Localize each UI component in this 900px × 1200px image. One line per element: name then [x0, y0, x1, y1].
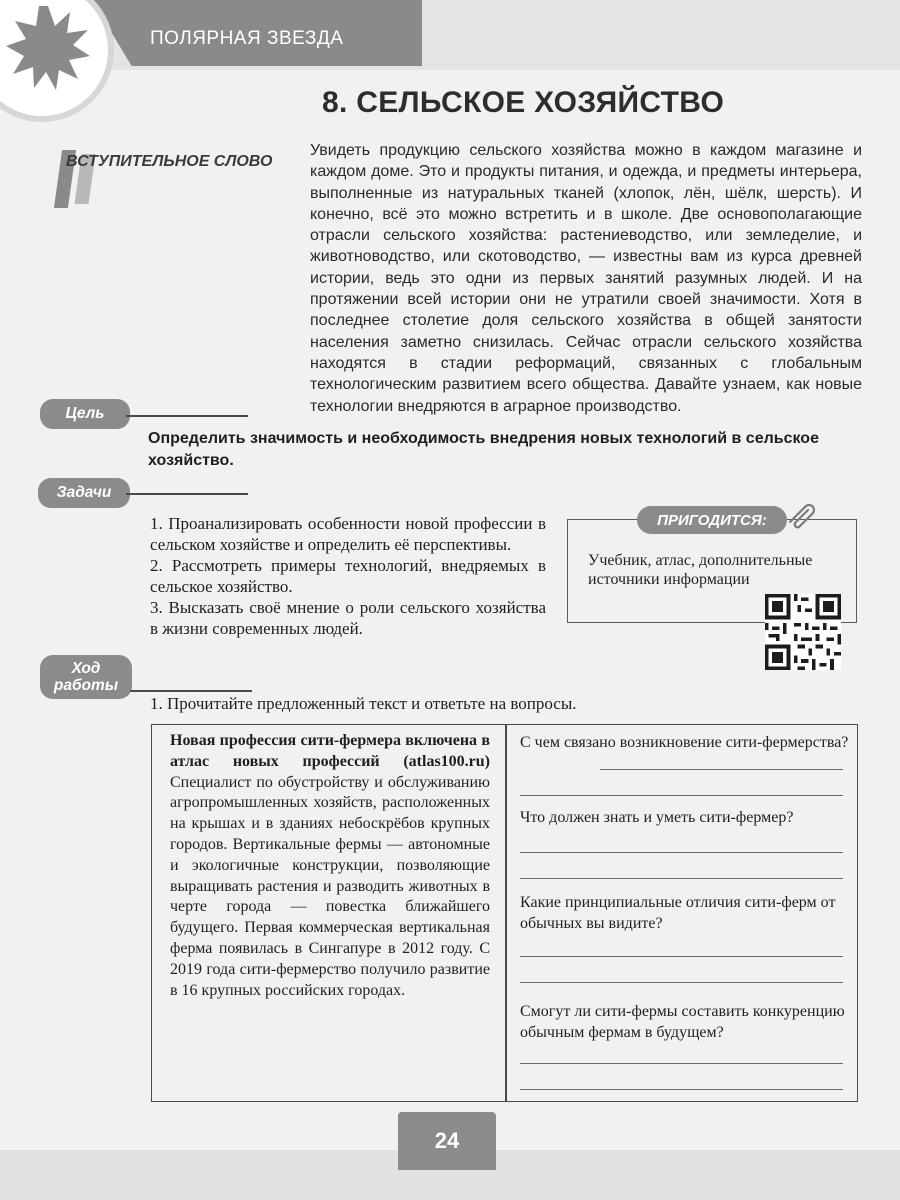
chapter-title: 8. СЕЛЬСКОЕ ХОЗЯЙСТВО [322, 86, 725, 119]
article-cell [170, 731, 490, 1001]
qr-code-icon [765, 594, 841, 670]
question-4: Смогут ли сити-фермы составить конкуренцию обычным фермам в будущем? [520, 1003, 845, 1041]
task-item: 3. Высказать своё мнение о роли сельского хозяйства в жизни современных людей. [150, 598, 546, 638]
answer-line[interactable] [520, 1063, 843, 1064]
goal-rule [126, 415, 248, 417]
task-item: 2. Рассмотреть примеры технологий, внедряемых в сельское хозяйство. [150, 556, 546, 596]
tasks-label: Задачи [38, 478, 130, 508]
answer-line[interactable] [520, 795, 843, 796]
answer-line[interactable] [520, 982, 843, 983]
question-2: Что должен знать и уметь сити-фермер? [520, 809, 794, 826]
intro-label: ВСТУПИТЕЛЬНОЕ СЛОВО [66, 153, 273, 170]
intro-text: Увидеть продукцию сельского хозяйства можно в каждом магазине и каждом доме. Это и продукты питания, и одежда, и предметы интерьера, выполненные из натуральных тканей (хлопок, лён, шёлк, шерсть). И конечно, всё это можно встретить и в школе. Две основополагающие отрасли сельского хозяйства: растениеводство, или земледелие, и животноводство, или скотоводство, — известны вам из курса древней истории, ведь это одни из первых занятий разумных людей. И на протяжении всей истории они не утратили своей значимости. Хотя в последнее столетие доля сельского хозяйства в общей занятости населения заметно снизилась. Сейчас отрасли сельского хозяйства находятся в стадии реформаций, связанных с глобальным технологическим развитием всего общества. Давайте узнаем, как новые технологии внедряются в аграрное производство. [310, 142, 862, 415]
answer-line[interactable] [600, 769, 843, 770]
answer-line[interactable] [520, 852, 843, 853]
tasks-rule [126, 493, 248, 495]
series-title: ПОЛЯРНАЯ ЗВЕЗДА [150, 28, 344, 49]
answer-line[interactable] [520, 1089, 843, 1090]
work-label: Ход работы [40, 655, 132, 699]
useful-label: ПРИГОДИТСЯ: [637, 506, 787, 534]
answer-line[interactable] [520, 956, 843, 957]
goal-label: Цель [40, 399, 130, 429]
star-logo-icon [6, 6, 90, 90]
question-1: С чем связано возникновение сити-фермерства? [520, 734, 849, 751]
step-instruction: 1. Прочитайте предложенный текст и ответьте на вопросы. [150, 694, 577, 713]
goal-text: Определить значимость и необходимость внедрения новых технологий в сельское хозяйство. [148, 430, 819, 469]
page-number: 24 [398, 1112, 496, 1170]
useful-text: Учебник, атлас, дополнительные источники информации [588, 552, 813, 588]
answer-line[interactable] [520, 878, 843, 879]
question-3: Какие принципиальные отличия сити-ферм от обычных вы видите? [520, 894, 836, 932]
paperclip-icon [786, 500, 820, 530]
tasks-list [150, 513, 546, 639]
table-column-divider [505, 724, 507, 1102]
task-item: 1. Проанализировать особенности новой профессии в сельском хозяйстве и определить её перспективы. [150, 514, 546, 554]
work-rule [130, 690, 252, 692]
article-body: Специалист по обустройству и обслуживанию агропромышленных хозяйств, расположенных на крышах и в зданиях небоскрёбов крупных городов. Вертикальные фермы — автономные и экологичные конструкции, позволяющие выращивать растения и разводить животных в черте города — повестка ближайшего будущего. Первая коммерческая вертикальная ферма появилась в Сингапуре в 2012 году. С 2019 года сити-фермерство получило развитие в 16 крупных российских городах. [170, 773, 490, 999]
article-heading: Новая профессия сити-фермера включена в атлас новых профессий (atlas100.ru) [170, 732, 490, 770]
